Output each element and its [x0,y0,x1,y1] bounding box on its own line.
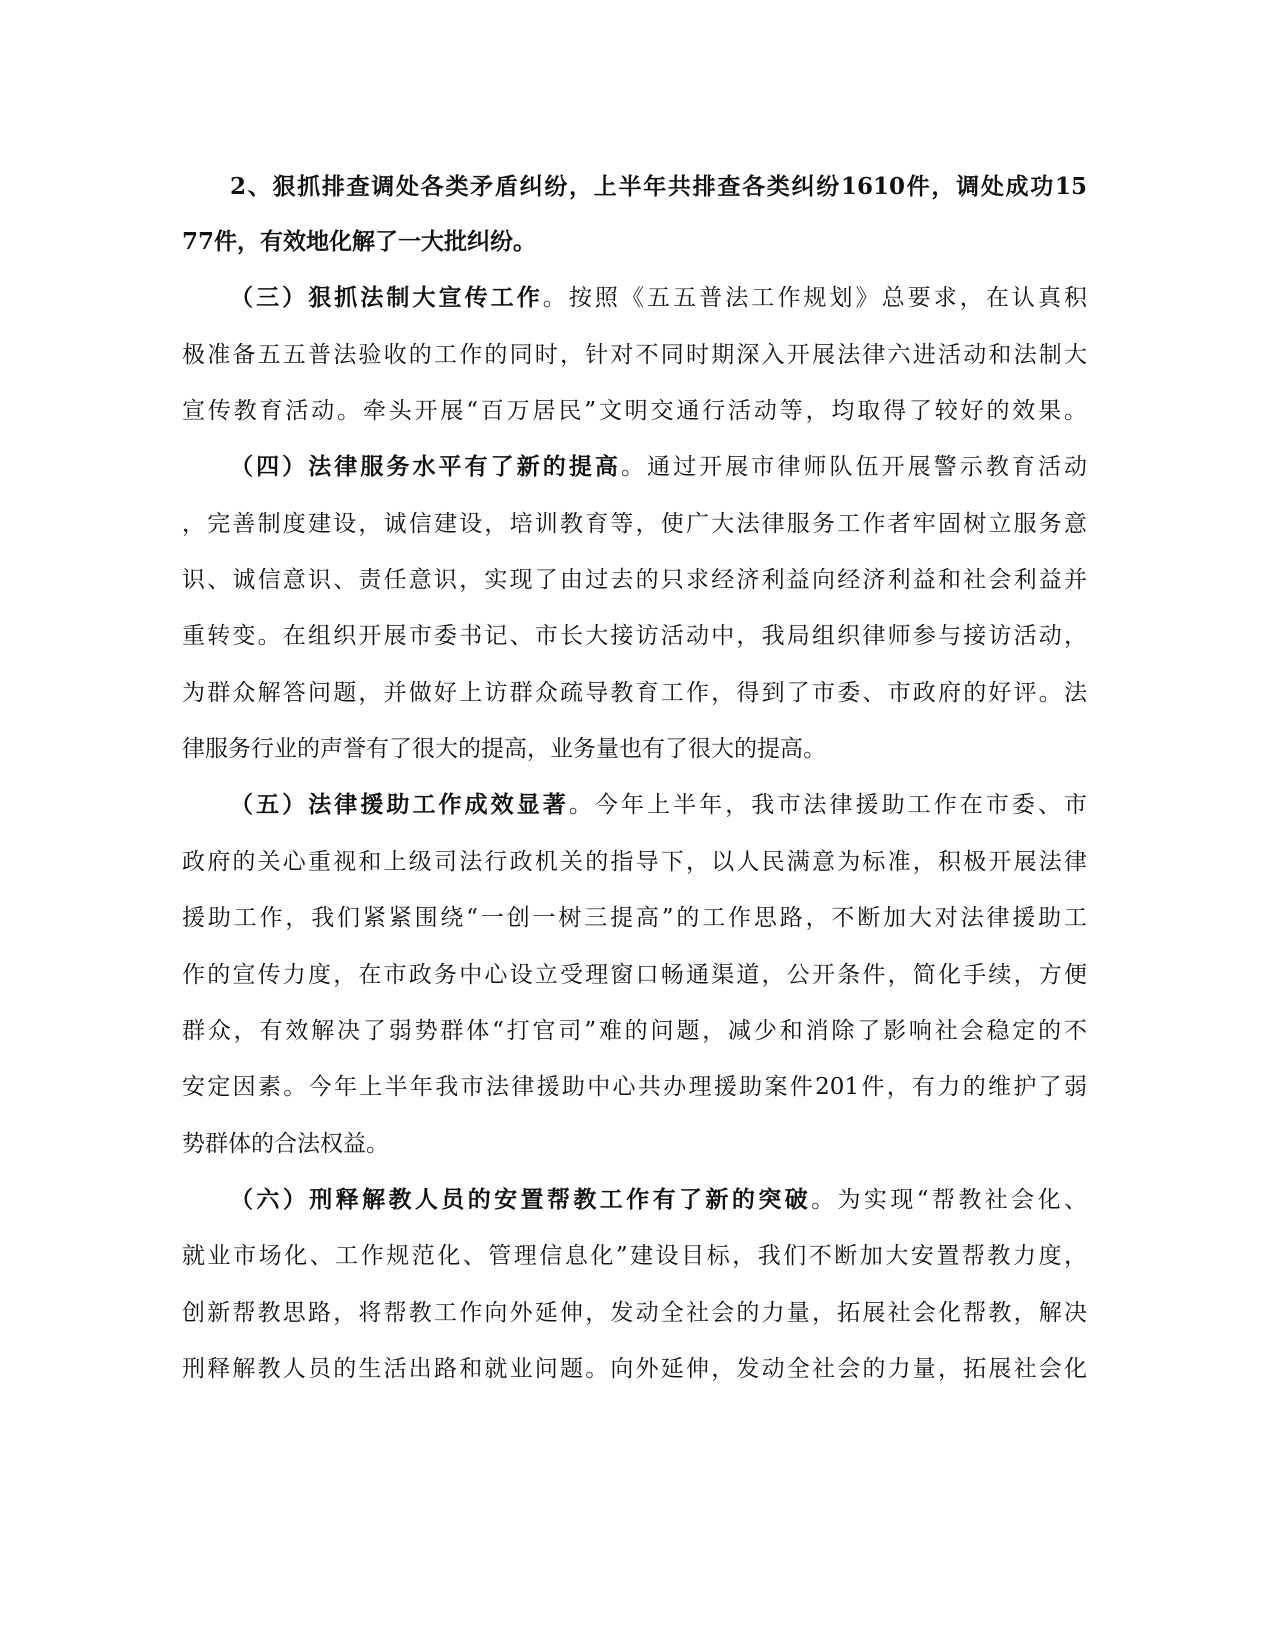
paragraph-text: 群众，有效解决了弱势群体“打官司”难的问题，减少和消除了影响社会稳定的不 [182,1018,1087,1044]
paragraph-text: 刑释解教人员的生活出路和就业问题。向外延伸，发动全社会的力量，拓展社会化 [182,1356,1087,1382]
text-line [182,1129,1087,1159]
paragraph-text: 安定因素。今年上半年我市法律援助中心共办理援助案件201件，有力的维护了弱 [182,1074,1087,1100]
text-line [230,172,1087,202]
item-2-text: 2、狠抓排查调处各类矛盾纠纷，上半年共排查各类纠纷1610件，调处成功15 [230,173,1087,200]
section-3-text: 。按照《五五普法工作规划》总要求，在认真积 [542,285,1087,311]
section-5-text: 。今年上半年，我市法律援助工作在市委、市 [568,792,1087,818]
text-line [182,565,1087,595]
paragraph-text: 作的宣传力度，在市政务中心设立受理窗口畅通渠道，公开条件，简化手续，方便 [182,962,1087,988]
text-line [182,396,1087,426]
paragraph-text: 极准备五五普法验收的工作的同时，针对不同时期深入开展法律六进活动和法制大 [182,342,1087,368]
paragraph-text: 识、诚信意识、责任意识，实现了由过去的只求经济利益向经济利益和社会利益并 [182,567,1087,593]
text-line [182,678,1087,708]
text-line [182,1354,1087,1384]
text-line [230,1185,1087,1215]
text-line [230,452,1087,482]
paragraph-text: 政府的关心重视和上级司法行政机关的指导下，以人民满意为标准，积极开展法律 [182,849,1087,875]
text-line [182,340,1087,370]
text-line [230,283,1087,313]
text-line [182,227,1087,257]
paragraph-text: 律服务行业的声誉有了很大的提高，业务量也有了很大的提高。 [182,736,826,762]
paragraph-text: 创新帮教思路，将帮教工作向外延伸，发动全社会的力量，拓展社会化帮教，解决 [182,1300,1087,1326]
paragraph-text: 援助工作，我们紧紧围绕“一创一树三提高”的工作思路，不断加大对法律援助工 [182,905,1087,931]
text-line [182,1241,1087,1271]
text-line [182,1072,1087,1102]
text-line [182,960,1087,990]
paragraph-text: 为群众解答问题，并做好上访群众疏导教育工作，得到了市委、市政府的好评。法 [182,680,1087,706]
text-line [182,847,1087,877]
item-2-text-cont: 77件，有效地化解了一大批纠纷。 [182,228,537,255]
section-3-heading: （三）狠抓法制大宣传工作 [230,284,543,311]
paragraph-text: 重转变。在组织开展市委书记、市长大接访活动中，我局组织律师参与接访活动， [182,623,1087,649]
section-5-heading: （五）法律援助工作成效显著 [230,791,569,818]
section-6-heading: （六）刑释解教人员的安置帮教工作有了新的突破 [230,1186,812,1213]
text-line [182,903,1087,933]
section-4-heading: （四）法律服务水平有了新的提高 [230,453,621,480]
section-4-text: 。通过开展市律师队伍开展警示教育活动 [620,454,1087,480]
section-6-text: 。为实现“帮教社会化、 [811,1187,1087,1213]
text-line [182,734,1087,764]
paragraph-text: 势群体的合法权益。 [182,1131,389,1157]
text-line [182,621,1087,651]
paragraph-text: 就业市场化、工作规范化、管理信息化”建设目标，我们不断加大安置帮教力度， [182,1243,1087,1269]
paragraph-text: ，完善制度建设，诚信建设，培训教育等，使广大法律服务工作者牢固树立服务意 [182,511,1087,537]
text-line [182,509,1087,539]
paragraph-text: 宣传教育活动。牵头开展“百万居民”文明交通行活动等，均取得了较好的效果。 [182,398,1087,424]
text-line [182,1016,1087,1046]
text-line [230,790,1087,820]
text-line [182,1298,1087,1328]
